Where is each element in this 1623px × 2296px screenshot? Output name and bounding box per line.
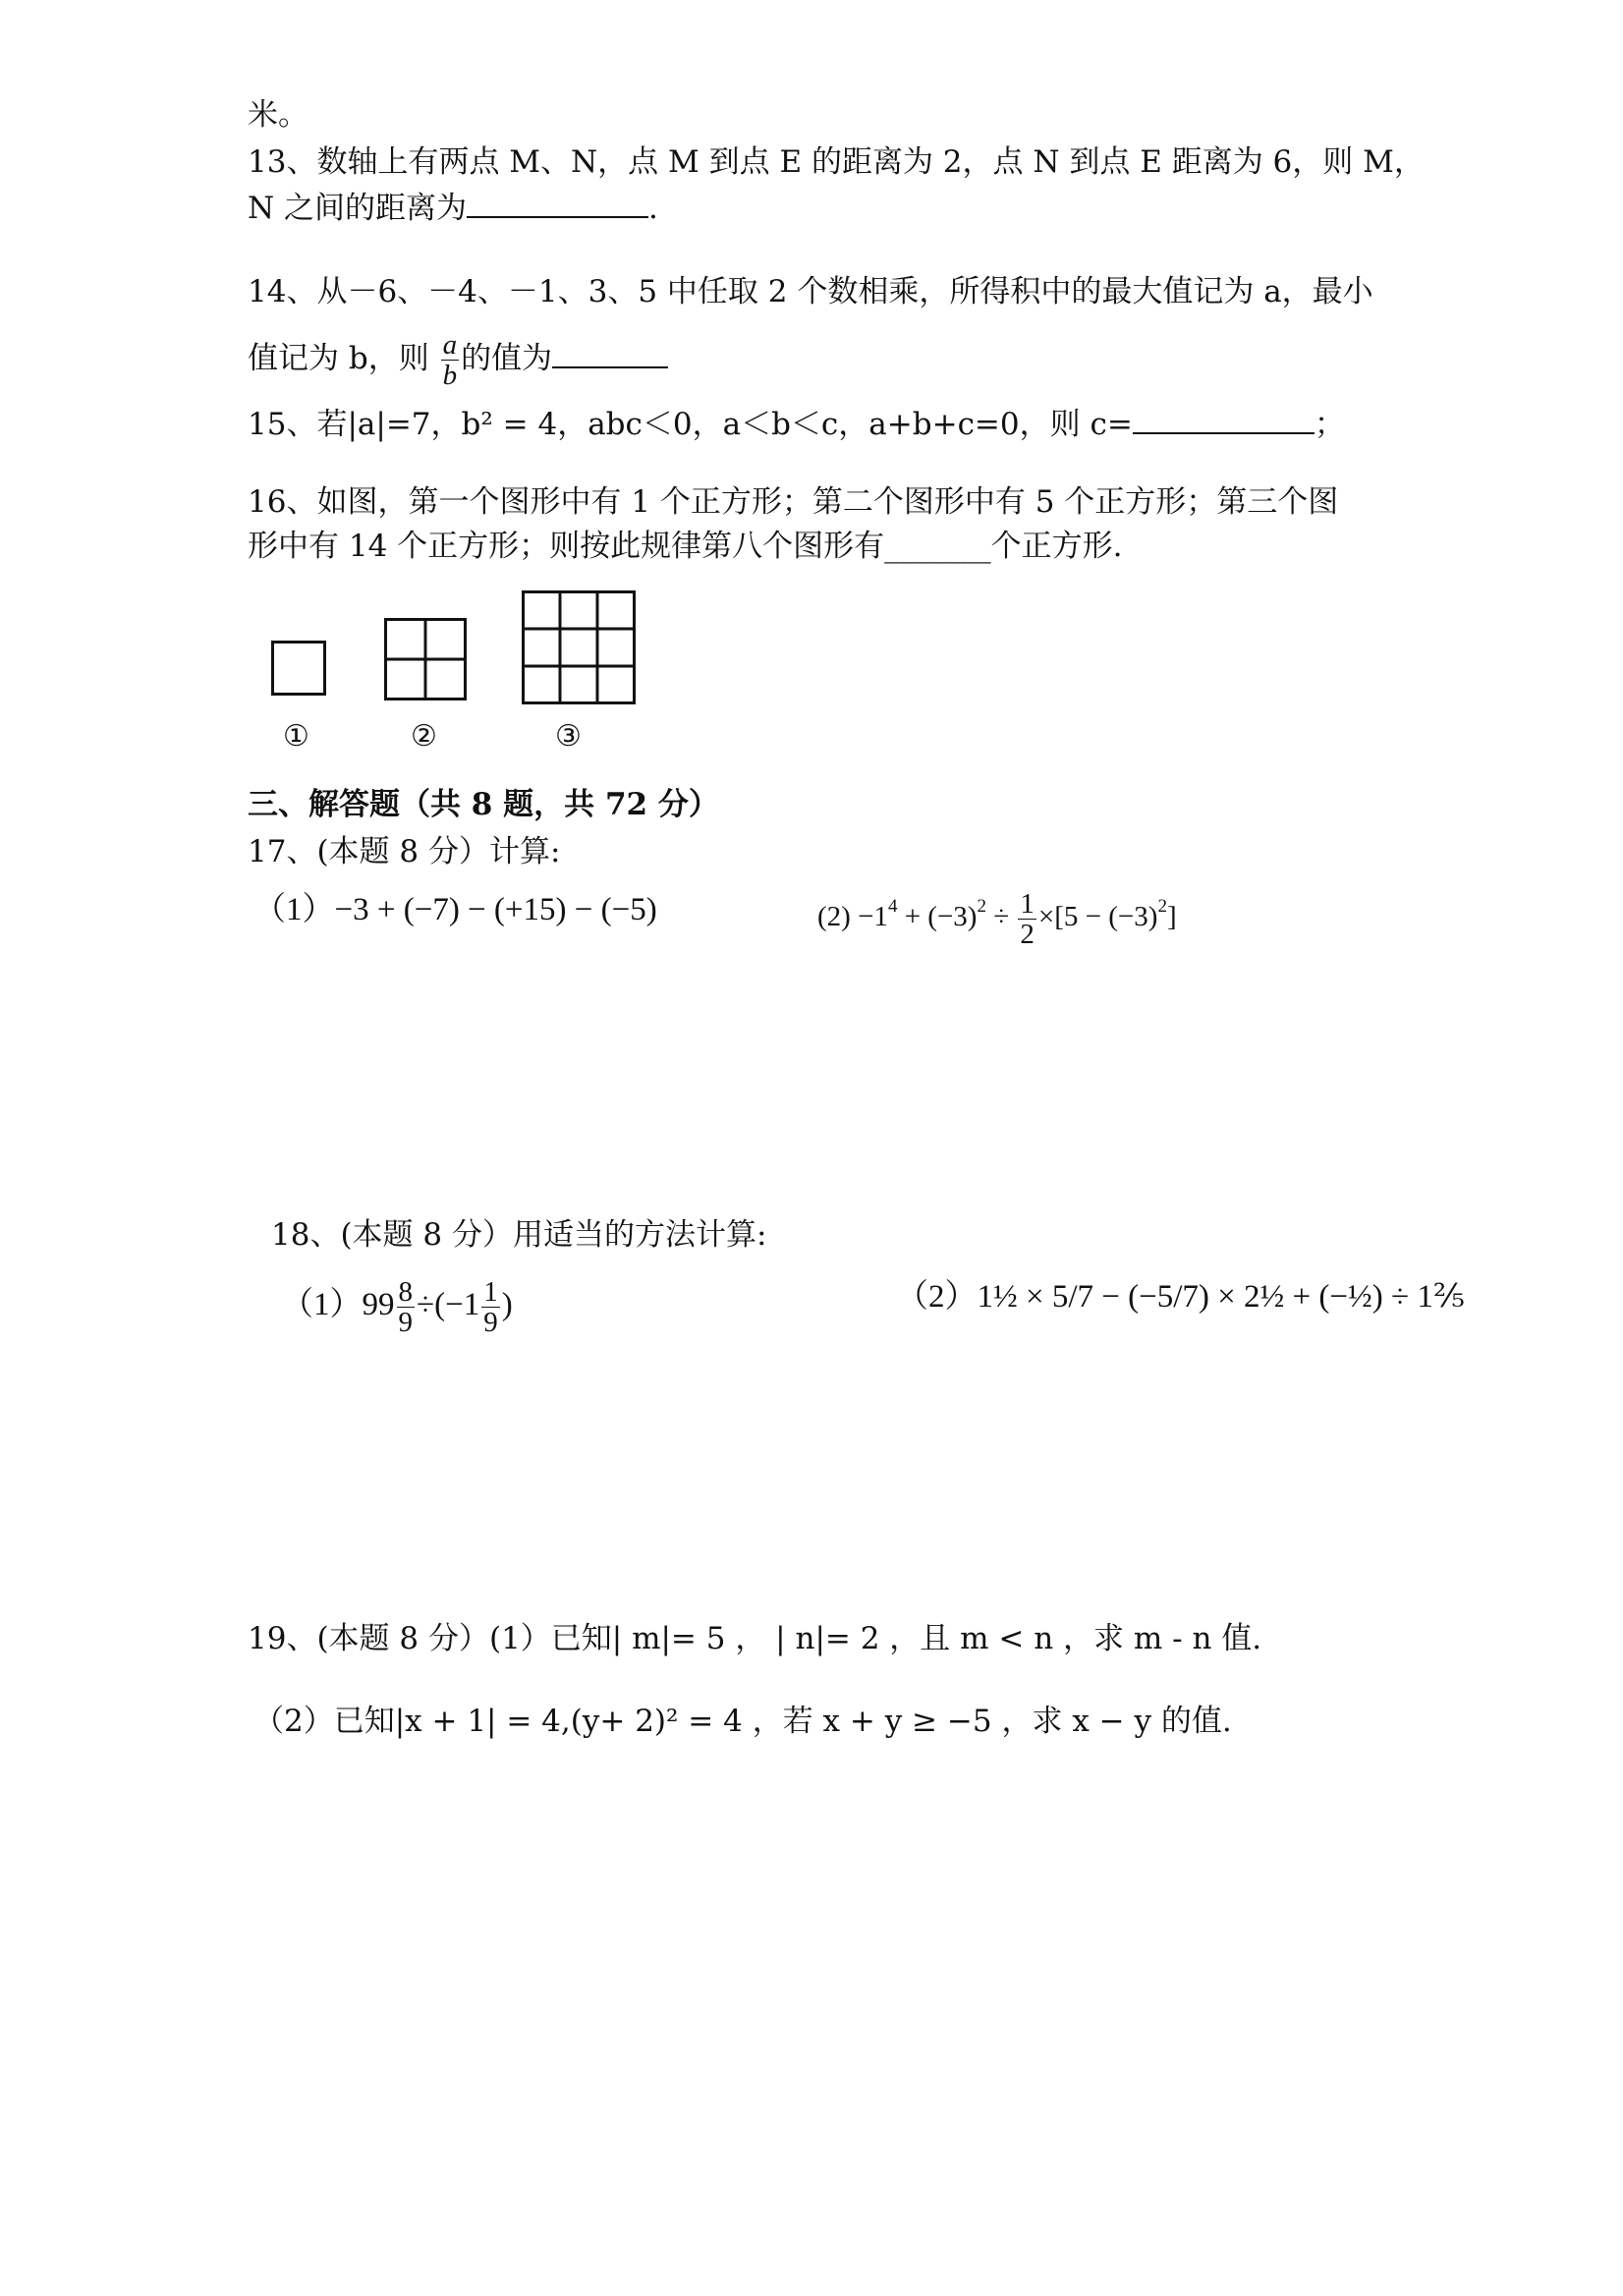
q17-p2-e: ] [1166,901,1177,932]
q13-line1: 13、数轴上有两点 M、N，点 M 到点 E 的距离为 2，点 N 到点 E 距离为 6，则 M， [248,144,1425,180]
q17-p2-b: + (−3) [897,901,978,932]
q16-line2: 形中有 14 个正方形；则按此规律第八个图形有_______个正方形. [248,529,1123,564]
q13-line2 [248,187,658,228]
q17-p1-label: （1） [253,892,335,927]
q18-p1-frac2-num: 1 [483,1276,498,1308]
q14-frac-den: b [442,360,458,391]
q14-frac-num: a [442,329,458,361]
q17-p2-exp2: 2 [977,896,986,917]
q18-p2-label: （2） [896,1279,978,1315]
q14-answer-blank [552,337,668,368]
top-fragment: 米。 [248,97,308,133]
q17-p1-expr: −3 + (−7) − (+15) − (−5) [334,892,657,927]
q16-figure-1-label: ① [283,719,309,754]
q17-p2-a: −1 [858,901,888,932]
q17-part1 [253,890,657,929]
q17-p2-frac [1018,889,1036,949]
q18-p1-whole: 99 [362,1287,395,1323]
q18-p1-mid: ÷(−1 [417,1287,480,1323]
q18-part2 [896,1277,1465,1316]
q16-figure-3-label: ③ [555,719,582,754]
q16-figure-2-label: ② [411,719,437,754]
q17-part2 [817,887,1177,949]
q18-p1-frac2-den: 9 [483,1307,498,1338]
q18-p1-label: （1） [281,1287,363,1323]
q18-p1-frac [397,1277,416,1337]
q17-p2-exp1: 4 [887,896,898,917]
q16-figure-2 [384,618,467,700]
q17-p2-d: ×[5 − (−3) [1037,901,1158,932]
q18-p1-frac-num: 8 [398,1276,413,1308]
q17-p2-exp3: 2 [1157,896,1167,917]
q18-p1-frac2 [481,1277,500,1337]
q15-text: 15、若|a|=7，b² = 4，abc＜0，a＜b＜c，a+b+c=0，则 c= [248,407,1133,442]
q19-line2: （2）已知|x + 1| = 4,(y+ 2)² = 4 ，若 x + y ≥ −5 ，求 x − y 的值. [253,1704,1232,1739]
q15-end: ； [1314,407,1345,442]
q15-line [248,403,1345,444]
q17-p2-frac-num: 1 [1020,887,1035,920]
q18-p1-end: ) [501,1287,513,1323]
q16-figure-3 [522,590,636,704]
q18-p1-frac-den: 9 [398,1307,413,1338]
q17-p2-label: (2) [817,901,851,932]
q16-figure-1 [271,641,326,696]
q17-title: 17、(本题 8 分）计算: [248,834,561,869]
q16-line1: 16、如图，第一个图形中有 1 个正方形；第二个图形中有 5 个正方形；第三个图 [248,484,1339,520]
q14-line2 [248,330,668,390]
q17-p2-c: ÷ [985,901,1017,932]
q18-part1 [281,1277,513,1337]
q14-prefix: 值记为 b，则 [248,341,429,376]
q14-line1: 14、从－6、－4、－1、3、5 中任取 2 个数相乘，所得积中的最大值记为 a，最小 [248,274,1373,309]
q14-suffix: 的值为 [461,341,553,376]
q13-answer-blank [467,187,648,218]
q17-p2-frac-den: 2 [1020,918,1035,950]
section-3-heading: 三、解答题（共 8 题，共 72 分） [248,787,719,822]
q15-answer-blank [1133,403,1315,434]
q18-p2-expr: 1½ × 5/7 − (−5/7) × 2½ + (−½) ÷ 1⅖ [977,1279,1465,1315]
q13-suffix: . [647,191,658,226]
q14-fraction [441,330,460,390]
q13-prefix: N 之间的距离为 [248,191,467,226]
q19-line1: 19、(本题 8 分）(1）已知| m|= 5 ， | n|= 2 ，且 m < n ，求 m - n 值. [248,1621,1262,1656]
q18-title: 18、(本题 8 分）用适当的方法计算: [271,1217,767,1253]
